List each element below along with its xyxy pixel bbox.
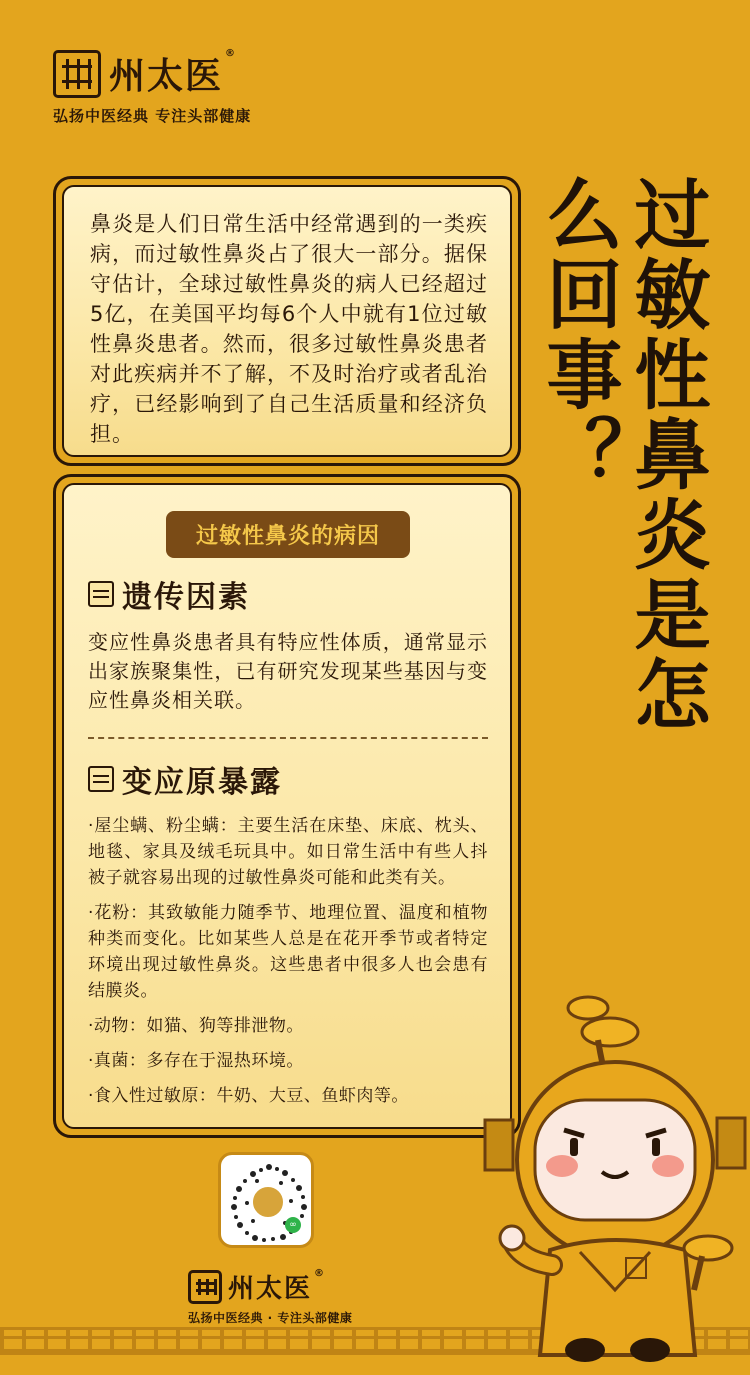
seal-stroke bbox=[214, 1279, 217, 1295]
genetic-body: 变应性鼻炎患者具有特应性体质，通常显示出家族聚集性，已有研究发现某些基因与变应性鼻炎相关联。 bbox=[88, 630, 488, 712]
brand-seal-logo bbox=[53, 50, 101, 98]
seal-stroke bbox=[198, 1279, 201, 1295]
brand-header bbox=[53, 48, 313, 126]
page-title: 过敏性鼻炎是怎么回事？ bbox=[534, 175, 711, 735]
seal-icon bbox=[88, 766, 114, 792]
allergen-item-animal: ·动物：如猫、狗等排泄物。 bbox=[88, 1016, 304, 1036]
mini-program-qr-code[interactable] bbox=[218, 1152, 314, 1248]
causes-panel bbox=[53, 474, 521, 1138]
seal-stroke bbox=[88, 59, 91, 89]
qr-center-logo bbox=[251, 1185, 285, 1219]
allergen-title: 变应原暴露 bbox=[122, 765, 282, 800]
brand-name: 州太医® bbox=[109, 48, 238, 97]
allergen-heading bbox=[88, 757, 488, 801]
seal-stroke bbox=[77, 59, 80, 89]
genetic-heading bbox=[88, 572, 488, 616]
mini-program-badge-icon: ∞ bbox=[285, 1217, 301, 1233]
allergen-item-fungus: ·真菌：多存在于湿热环境。 bbox=[88, 1051, 304, 1071]
genetic-title: 遗传因素 bbox=[122, 580, 250, 615]
doctor-mascot-illustration bbox=[480, 990, 750, 1375]
seal-stroke bbox=[66, 59, 69, 89]
causes-panel-inner bbox=[62, 483, 512, 1129]
dashed-divider bbox=[88, 737, 488, 739]
causes-tag: 过敏性鼻炎的病因 bbox=[166, 511, 410, 558]
footer-slogan: 弘扬中医经典 · 专注头部健康 bbox=[188, 1311, 353, 1325]
seal-stroke bbox=[206, 1279, 209, 1295]
allergen-item-food: ·食入性过敏原：牛奶、大豆、鱼虾肉等。 bbox=[88, 1086, 409, 1106]
footer-seal-logo bbox=[188, 1270, 222, 1304]
seal-icon bbox=[88, 581, 114, 607]
intro-text: 鼻炎是人们日常生活中经常遇到的一类疾病，而过敏性鼻炎占了很大一部分。据保守估计，全球过敏性鼻炎的病人已经超过5亿，在美国平均每6个人中就有1位过敏性鼻炎患者。然而，很多过敏性鼻炎患者对此疾病并不了解，不及时治疗或者乱治疗，已经影响到了自己生活质量和经济负担。 bbox=[90, 212, 488, 446]
brand-slogan: 弘扬中医经典 专注头部健康 bbox=[53, 107, 252, 125]
intro-panel bbox=[53, 176, 521, 466]
intro-panel-inner bbox=[62, 185, 512, 457]
allergen-item-pollen: ·花粉：其致敏能力随季节、地理位置、温度和植物种类而变化。比如某些人总是在花开季节或者特定环境出现过敏性鼻炎。这些患者中很多人也会患有结膜炎。 bbox=[88, 903, 488, 1001]
footer-brand bbox=[188, 1268, 368, 1326]
allergen-item-dust-mite: ·屋尘螨、粉尘螨：主要生活在床垫、床底、枕头、地毯、家具及绒毛玩具中。如日常生活中有些人抖被子就容易出现的过敏性鼻炎可能和此类有关。 bbox=[88, 816, 488, 888]
footer-brand-name: 州太医® bbox=[228, 1268, 327, 1304]
